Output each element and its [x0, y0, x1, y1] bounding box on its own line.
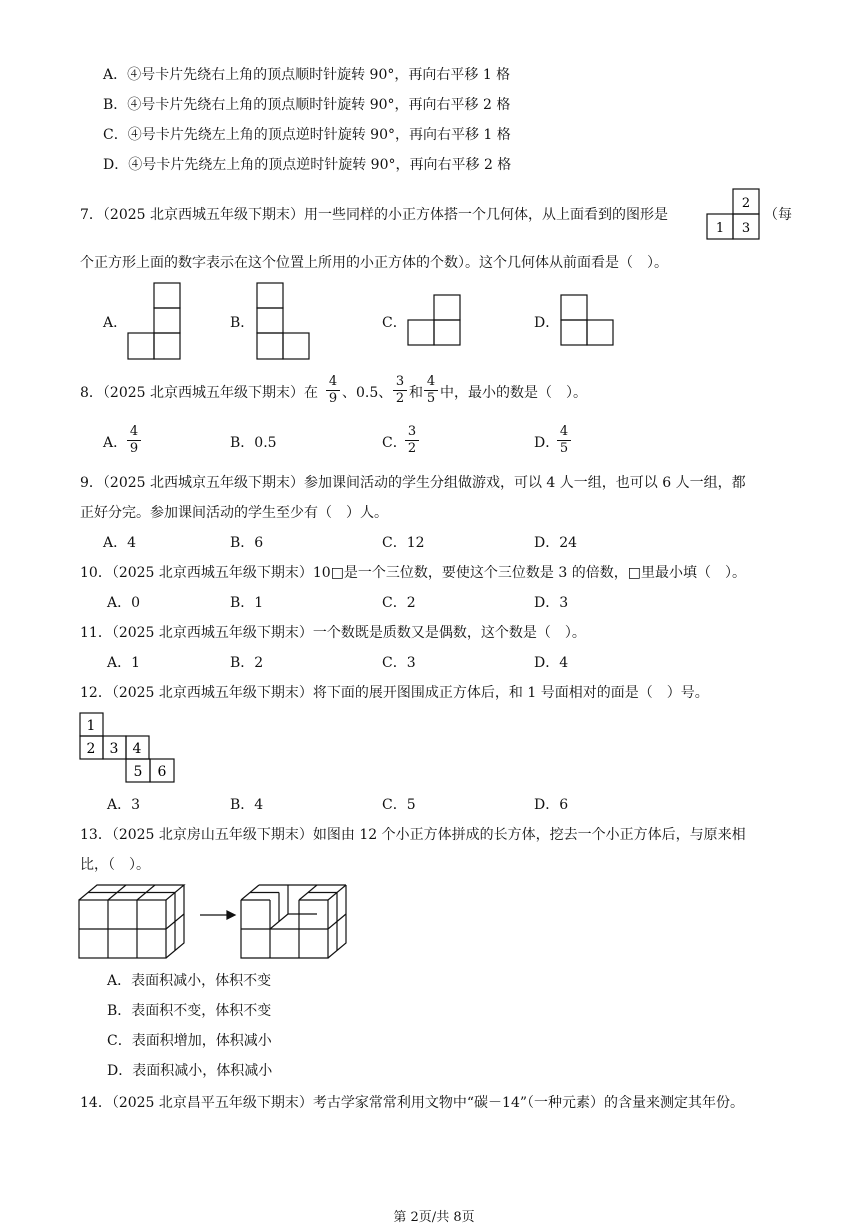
q9-option-d: D．24 [534, 535, 578, 551]
page-footer: 第 2页/共 8页 [393, 1210, 475, 1225]
q6-option-b: B．④号卡片先绕右上角的顶点顺时针旋转 90°，再向右平移 2 格 [103, 97, 511, 113]
q13-cuboid-figure [77, 882, 349, 962]
q7-option-c-figure [407, 294, 463, 348]
q7-line2: 个正方形上面的数字表示在这个位置上所用的小正方体的个数）。这个几何体从前面看是（ ）。 [80, 255, 668, 271]
q9-option-b: B．6 [230, 535, 264, 551]
q8-option-b: B．0.5 [230, 435, 277, 451]
q10-option-d: D．3 [534, 595, 569, 611]
q8-option-c-fraction [405, 425, 419, 456]
q11-line1: 11．（2025 北京西城五年级下期末）一个数既是质数又是偶数，这个数是（ ）。 [80, 625, 586, 641]
q8-prefix: 8．（2025 北京西城五年级下期末）在 [80, 385, 318, 401]
q9-option-a: A．4 [103, 535, 137, 551]
numerator: 3 [407, 424, 417, 439]
q7-option-d-label: D． [534, 315, 560, 331]
denominator: 2 [395, 391, 405, 406]
q13-line1: 13．（2025 北京房山五年级下期末）如图由 12 个小正方体拼成的长方体，挖去一个小正方体后，与原来相 [80, 827, 746, 843]
q8-fraction-3-2 [393, 375, 407, 406]
q7-line1-tail: （每 [764, 207, 792, 223]
q13-option-c: C．表面积增加，体积减小 [107, 1033, 272, 1049]
top-view-cell-3: 3 [741, 221, 751, 236]
q10-option-c: C．2 [382, 595, 416, 611]
q8-option-d-fraction [557, 425, 571, 456]
q7-option-c-label: C． [382, 315, 407, 331]
q8-option-a-fraction [127, 425, 141, 456]
numerator: 4 [426, 374, 436, 389]
q7-option-b-figure [256, 282, 312, 361]
denominator: 5 [426, 391, 436, 406]
q12-cube-net-figure [79, 712, 177, 784]
q11-option-c: C．3 [382, 655, 416, 671]
q10-line1: 10．（2025 北京西城五年级下期末）10□是一个三位数，要使这个三位数是 3 的倍数，□里最小填（ ）。 [80, 565, 746, 581]
top-view-cell-1: 1 [715, 221, 725, 236]
q12-option-b: B．4 [230, 797, 264, 813]
q7-line1: 7．（2025 北京西城五年级下期末）用一些同样的小正方体搭一个几何体，从上面看到的图形是 [80, 207, 668, 223]
numerator: 4 [328, 374, 338, 389]
denominator: 9 [129, 441, 139, 456]
q9-line1: 9．（2025 北西城京五年级下期末）参加课间活动的学生分组做游戏，可以 4 人一组，也可以 6 人一组，都 [80, 475, 746, 491]
q8-option-d: D． [534, 435, 560, 451]
denominator: 9 [328, 391, 338, 406]
q8-option-a: A． [103, 435, 128, 451]
q10-option-b: B．1 [230, 595, 264, 611]
q6-option-d: D．④号卡片先绕左上角的顶点逆时针旋转 90°，再向右平移 2 格 [103, 157, 512, 173]
q13-option-b: B．表面积不变，体积不变 [107, 1003, 272, 1019]
net-face-1: 1 [86, 718, 96, 734]
q11-option-a: A．1 [107, 655, 141, 671]
denominator: 5 [559, 441, 569, 456]
q8-fraction-4-9 [326, 375, 340, 406]
numerator: 4 [129, 424, 139, 439]
q14-line1: 14．（2025 北京昌平五年级下期末）考古学家常常利用文物中“碳－14”（一种元素）的含量来测定其年份。 [80, 1095, 745, 1111]
q6-option-c: C．④号卡片先绕左上角的顶点逆时针旋转 90°，再向右平移 1 格 [103, 127, 511, 143]
q7-option-b-label: B． [230, 315, 255, 331]
q10-option-a: A．0 [107, 595, 141, 611]
q7-option-a-figure [127, 282, 183, 361]
numerator: 3 [395, 374, 405, 389]
q13-option-a: A．表面积减小，体积不变 [107, 973, 272, 989]
q6-option-a: A．④号卡片先绕右上角的顶点顺时针旋转 90°，再向右平移 1 格 [103, 67, 511, 83]
q11-option-b: B．2 [230, 655, 264, 671]
net-face-3: 3 [109, 741, 119, 757]
q12-line1: 12．（2025 北京西城五年级下期末）将下面的展开图围成正方体后，和 1 号面相对的面是（ ）号。 [80, 685, 709, 701]
q9-line2: 正好分完。参加课间活动的学生至少有（ ）人。 [80, 505, 388, 521]
q12-option-a: A．3 [107, 797, 141, 813]
q8-fraction-4-5 [424, 375, 438, 406]
net-face-5: 5 [133, 764, 143, 780]
net-face-6: 6 [157, 764, 167, 780]
q7-option-d-figure [560, 294, 616, 348]
q7-option-a-label: A． [103, 315, 128, 331]
q13-line2: 比，（ ）。 [80, 857, 150, 873]
net-face-4: 4 [132, 741, 142, 757]
q13-option-d: D．表面积减小，体积减小 [107, 1063, 273, 1079]
top-view-cell-2: 2 [741, 196, 751, 211]
denominator: 2 [407, 441, 417, 456]
q11-option-d: D．4 [534, 655, 569, 671]
q7-top-view-figure [706, 188, 760, 240]
numerator: 4 [559, 424, 569, 439]
q8-sep1: 、0.5、 [342, 385, 393, 401]
q12-option-c: C．5 [382, 797, 416, 813]
q8-suffix: 中，最小的数是（ ）。 [440, 385, 587, 401]
q9-option-c: C．12 [382, 535, 425, 551]
q12-option-d: D．6 [534, 797, 569, 813]
q8-and: 和 [409, 385, 423, 401]
q8-option-c: C． [382, 435, 407, 451]
net-face-2: 2 [86, 741, 96, 757]
